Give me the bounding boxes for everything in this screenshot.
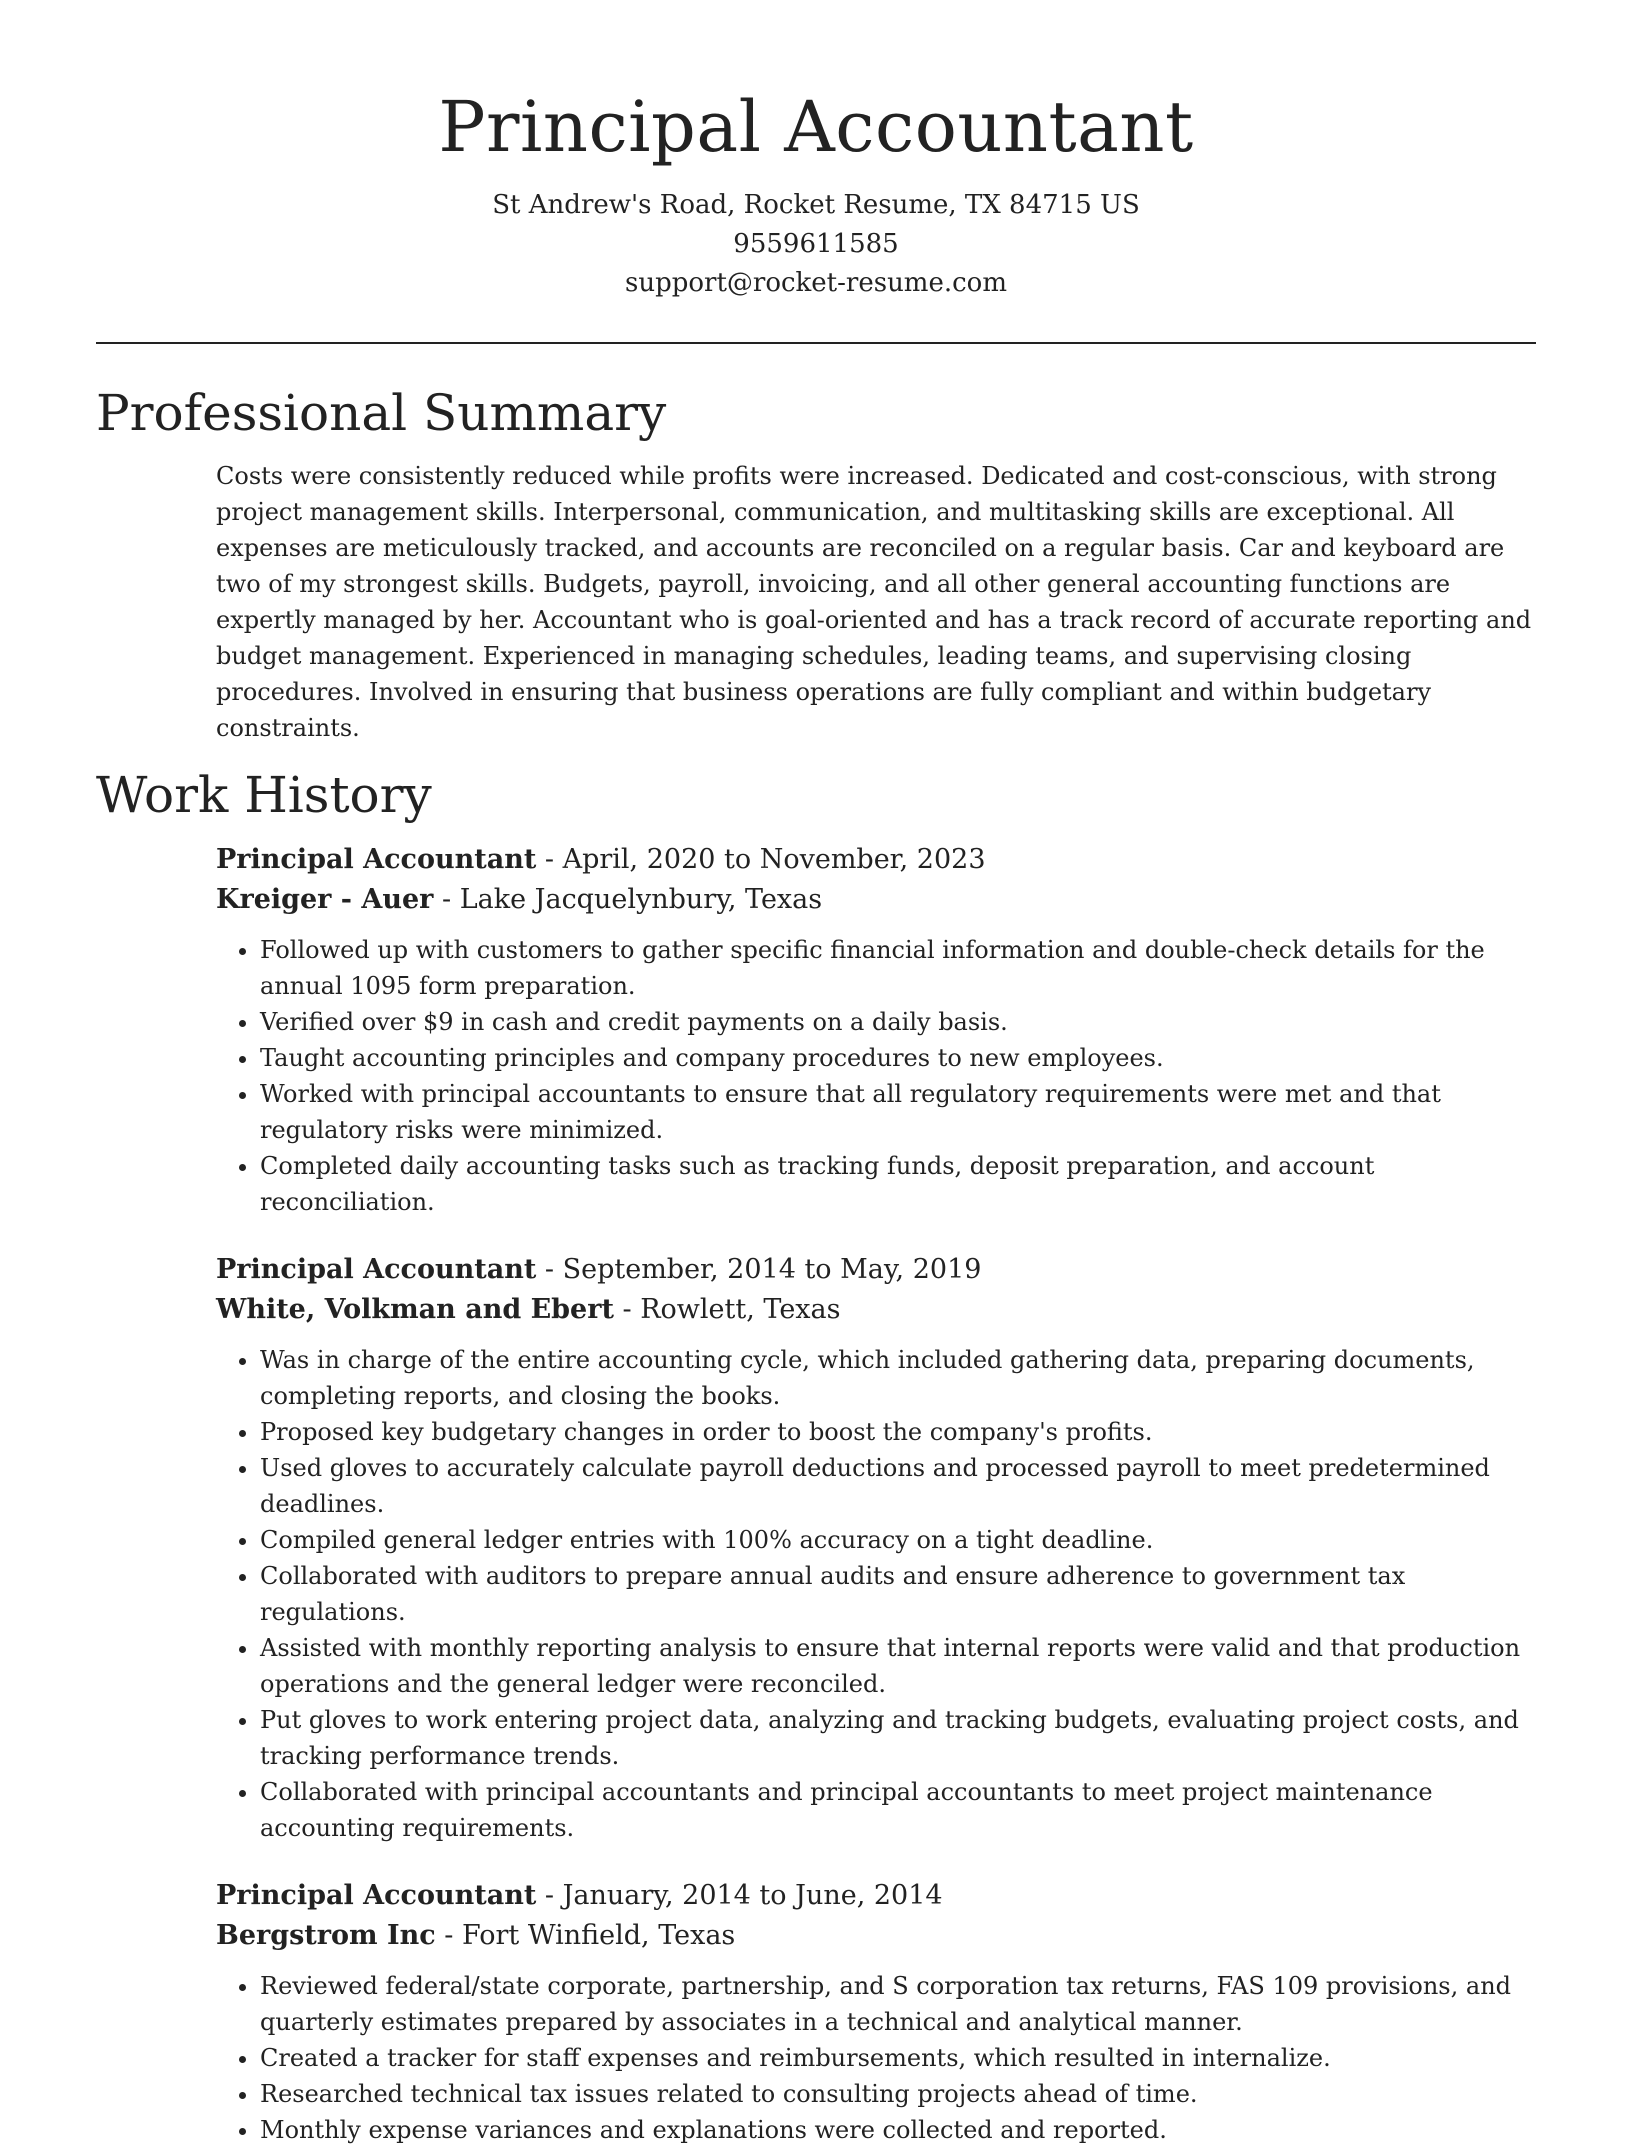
resume-content [96, 378, 1536, 2148]
job-bullet: • Researched technical tax issues related to consulting projects ahead of time. [260, 2076, 1536, 2112]
job-bullet: • Collaborated with principal accountants and principal accountants to meet project maintenance accounting requirements. [260, 1774, 1536, 1846]
job-bullet: • Completed daily accounting tasks such as tracking funds, deposit preparation, and account reconciliation. [260, 1148, 1536, 1220]
job-bullet: • Used gloves to accurately calculate payroll deductions and processed payroll to meet predetermined deadlines. [260, 1450, 1536, 1522]
job-location: - Rowlett, Texas [613, 1294, 841, 1325]
work-history-section [96, 760, 1536, 2148]
job-entry [216, 1876, 1536, 2148]
job-list [96, 840, 1536, 2148]
job-entry [216, 840, 1536, 1220]
job-bullet: • Was in charge of the entire accounting cycle, which included gathering data, preparing documents, completing reports, and closing the books. [260, 1342, 1536, 1414]
resume-header [0, 0, 1632, 303]
job-company: Kreiger - Auer [216, 884, 434, 915]
job-bullets [216, 932, 1536, 1220]
job-bullet: • Taught accounting principles and company procedures to new employees. [260, 1040, 1536, 1076]
job-location: - Lake Jacquelynbury, Texas [433, 884, 823, 915]
candidate-name: Principal Accountant [438, 86, 1194, 168]
job-company-line [216, 880, 1536, 920]
job-title-line [216, 840, 1536, 880]
job-company: Bergstrom Inc [216, 1920, 436, 1951]
job-company-line [216, 1916, 1536, 1956]
job-bullet: • Put gloves to work entering project data, analyzing and tracking budgets, evaluating project costs, and tracking performance trends. [260, 1702, 1536, 1774]
job-bullet: • Verified over $9 in cash and credit payments on a daily basis. [260, 1004, 1536, 1040]
job-bullet: • Created a tracker for staff expenses and reimbursements, which resulted in internalize. [260, 2040, 1536, 2076]
job-title: Principal Accountant [216, 844, 537, 875]
job-bullets [216, 1968, 1536, 2148]
job-title: Principal Accountant [216, 1254, 537, 1285]
job-bullet: • Assisted with monthly reporting analysis to ensure that internal reports were valid and that production operations and the general ledger were reconciled. [260, 1630, 1536, 1702]
job-bullet: • Worked with principal accountants to ensure that all regulatory requirements were met and that regulatory risks were minimized. [260, 1076, 1536, 1148]
job-bullets [216, 1342, 1536, 1846]
job-title-line [216, 1876, 1536, 1916]
job-bullet: • Proposed key budgetary changes in order to boost the company's profits. [260, 1414, 1536, 1450]
professional-summary-section [96, 378, 1536, 746]
job-company: White, Volkman and Ebert [216, 1294, 614, 1325]
job-location: - Fort Winfield, Texas [435, 1920, 736, 1951]
contact-address: St Andrew's Road, Rocket Resume, TX 84715 US [492, 190, 1140, 220]
work-history-heading: Work History [96, 766, 432, 824]
job-bullet: • Reviewed federal/state corporate, partnership, and S corporation tax returns, FAS 109 provisions, and quarterly estimates prepared by associates in a technical and analytical manner. [260, 1968, 1536, 2040]
job-title-line [216, 1250, 1536, 1290]
job-dates: - January, 2014 to June, 2014 [536, 1880, 943, 1911]
job-bullet: • Collaborated with auditors to prepare annual audits and ensure adherence to government tax regulations. [260, 1558, 1536, 1630]
job-bullet: • Compiled general ledger entries with 100% accuracy on a tight deadline. [260, 1522, 1536, 1558]
header-divider [96, 342, 1536, 344]
job-bullet: • Monthly expense variances and explanations were collected and reported. [260, 2112, 1536, 2148]
contact-email: support@rocket-resume.com [624, 268, 1007, 298]
job-dates: - April, 2020 to November, 2023 [536, 844, 986, 875]
job-entry [216, 1250, 1536, 1846]
job-title: Principal Accountant [216, 1880, 537, 1911]
contact-phone: 9559611585 [733, 229, 899, 259]
summary-heading: Professional Summary [96, 384, 667, 442]
job-bullet: • Followed up with customers to gather specific financial information and double-check details for the annual 1095 form preparation. [260, 932, 1536, 1004]
job-dates: - September, 2014 to May, 2019 [536, 1254, 982, 1285]
job-company-line [216, 1290, 1536, 1330]
summary-text: Costs were consistently reduced while profits were increased. Dedicated and cost-conscious, with strong project management skills. Interpersonal, communication, and multitasking skills are exceptional. All expenses are meticulously tracked, and accounts are reconciled on a regular basis. Car and keyboard are two of my strongest skills. Budgets, payroll, invoicing, and all other general accounting functions are expertly managed by her. Accountant who is goal-oriented and has a track record of accurate reporting and budget management. Experienced in managing schedules, leading teams, and supervising closing procedures. Involved in ensuring that business operations are fully compliant and within budgetary constraints. [216, 462, 1532, 742]
